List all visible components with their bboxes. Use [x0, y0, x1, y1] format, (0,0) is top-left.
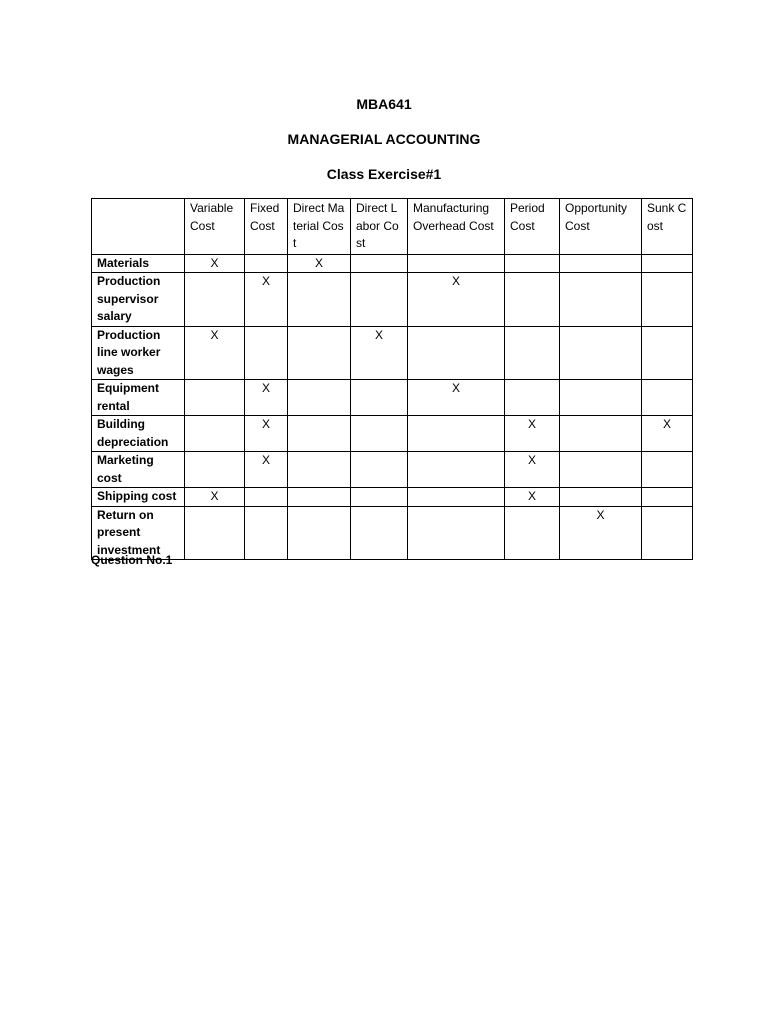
- course-code: MBA641: [356, 96, 412, 112]
- table-cell: [351, 452, 408, 488]
- table-header-row: [92, 199, 693, 255]
- table-cell: [505, 254, 560, 273]
- table-cell: [351, 506, 408, 560]
- table-cell: X: [245, 452, 288, 488]
- table-cell: X: [245, 380, 288, 416]
- column-header: Variable Cost: [185, 199, 245, 255]
- row-label: Production line worker wages: [92, 326, 185, 380]
- table-cell: [185, 380, 245, 416]
- table-cell: [288, 273, 351, 327]
- table-cell: [505, 380, 560, 416]
- table-cell: [642, 326, 693, 380]
- table-row: [92, 506, 693, 560]
- table-cell: [408, 506, 505, 560]
- table-cell: [505, 326, 560, 380]
- question-label: Question No.1: [91, 553, 173, 567]
- row-label: Production supervisor salary: [92, 273, 185, 327]
- row-label: Equipment rental: [92, 380, 185, 416]
- table-cell: [408, 488, 505, 507]
- table-cell: X: [245, 416, 288, 452]
- table-cell: [560, 254, 642, 273]
- table-cell: X: [408, 380, 505, 416]
- table-cell: [288, 452, 351, 488]
- column-header: Opportunity Cost: [560, 199, 642, 255]
- row-label: Shipping cost: [92, 488, 185, 507]
- table-cell: [185, 416, 245, 452]
- table-cell: [642, 273, 693, 327]
- table-cell: [245, 326, 288, 380]
- table-cell: [351, 488, 408, 507]
- table-cell: [560, 326, 642, 380]
- table-cell: [408, 452, 505, 488]
- course-title: MANAGERIAL ACCOUNTING: [287, 131, 481, 147]
- table-cell: [408, 326, 505, 380]
- table-cell: [351, 254, 408, 273]
- table-cell: X: [288, 254, 351, 273]
- row-label: Marketing cost: [92, 452, 185, 488]
- table-cell: [245, 254, 288, 273]
- column-header: Direct Labor Cost: [351, 199, 408, 255]
- row-label: Return on present investment: [92, 506, 185, 560]
- table-row: [92, 488, 693, 507]
- table-cell: [560, 452, 642, 488]
- table-cell: X: [185, 254, 245, 273]
- exercise-title: Class Exercise#1: [326, 166, 442, 182]
- table-cell: [560, 380, 642, 416]
- table-cell: [288, 506, 351, 560]
- row-label: Materials: [92, 254, 185, 273]
- column-header: [92, 199, 185, 255]
- column-header: Sunk Cost: [642, 199, 693, 255]
- row-label: Building depreciation: [92, 416, 185, 452]
- table-cell: [245, 506, 288, 560]
- table-row: [92, 416, 693, 452]
- table-cell: X: [351, 326, 408, 380]
- table-cell: [560, 488, 642, 507]
- table-cell: [642, 254, 693, 273]
- table-cell: [505, 506, 560, 560]
- table-cell: X: [505, 488, 560, 507]
- cost-classification-table: [91, 198, 693, 560]
- table-cell: [185, 452, 245, 488]
- column-header: Fixed Cost: [245, 199, 288, 255]
- table-cell: X: [185, 326, 245, 380]
- table-cell: [408, 416, 505, 452]
- table-row: [92, 452, 693, 488]
- table-cell: [288, 380, 351, 416]
- table-cell: [185, 273, 245, 327]
- table-cell: [642, 488, 693, 507]
- table-cell: [560, 273, 642, 327]
- table-cell: [642, 452, 693, 488]
- table-cell: [245, 488, 288, 507]
- table-row: [92, 380, 693, 416]
- table-cell: X: [245, 273, 288, 327]
- table-cell: X: [560, 506, 642, 560]
- table-cell: X: [505, 416, 560, 452]
- table-cell: X: [505, 452, 560, 488]
- table-cell: [351, 273, 408, 327]
- table-cell: [408, 254, 505, 273]
- table-cell: [288, 326, 351, 380]
- column-header: Period Cost: [505, 199, 560, 255]
- table-cell: [351, 416, 408, 452]
- column-header: Manufacturing Overhead Cost: [408, 199, 505, 255]
- table-cell: [288, 488, 351, 507]
- table-row: [92, 254, 693, 273]
- table-cell: [642, 506, 693, 560]
- table-cell: X: [185, 488, 245, 507]
- table-cell: [288, 416, 351, 452]
- table-cell: [560, 416, 642, 452]
- table-cell: X: [408, 273, 505, 327]
- table-row: [92, 273, 693, 327]
- column-header: Direct Material Cost: [288, 199, 351, 255]
- table-cell: [185, 506, 245, 560]
- table-cell: [505, 273, 560, 327]
- table-cell: X: [642, 416, 693, 452]
- table-cell: [351, 380, 408, 416]
- table-cell: [642, 380, 693, 416]
- table-row: [92, 326, 693, 380]
